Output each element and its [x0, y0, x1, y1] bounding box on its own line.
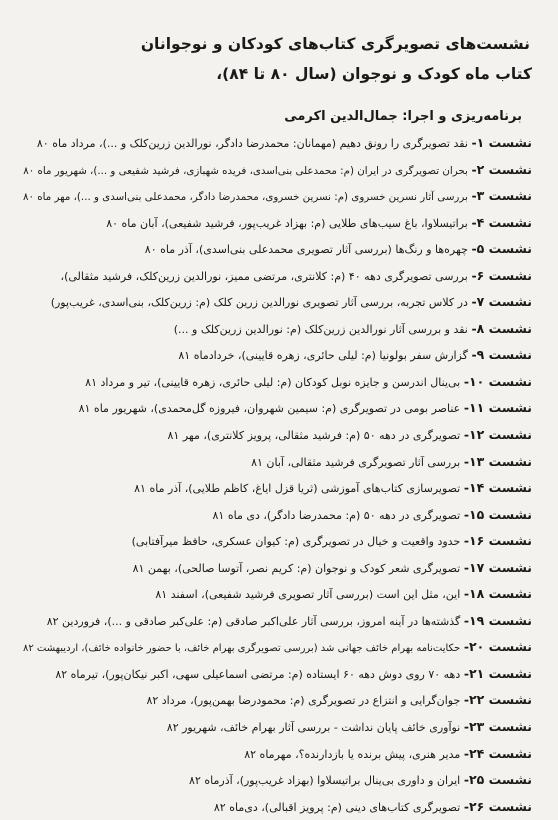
session-description: تصویرگری در دهه ۵۰ (م: محمدرضا دادگر)، دی ماه ۸۱	[212, 508, 461, 522]
session-description: حکایت‌نامه بهرام خائف جهانی شد (بررسی تصویرگری بهرام خائف، با حضور خانواده خائف)، اردیبهشت ۸۲	[22, 643, 461, 655]
session-description: گذشته‌ها در آینه امروز، بررسی آثار علی‌اکبر صادقی (م: علی‌کبر صادقی و ...)، فروردین ۸۲	[46, 614, 461, 628]
session-item	[22, 449, 532, 476]
session-item	[22, 289, 532, 316]
session-item	[22, 130, 532, 157]
session-number: نشست ۱۲-	[463, 427, 532, 443]
session-item	[22, 236, 532, 263]
session-number: نشست ۷-	[471, 294, 532, 310]
credit-line: برنامه‌ریزی و اجرا: جمال‌الدین اکرمی	[284, 109, 522, 124]
session-number: نشست ۱۹-	[463, 612, 532, 628]
session-description: نقد و بررسی آثار نورالدین زرین‌کلک (م: نورالدین زرین‌کلک و ...)	[173, 322, 468, 336]
session-item	[22, 714, 532, 741]
session-number: نشست ۲۴-	[463, 745, 532, 761]
session-description: براتیسلاوا، باغ سیب‌های طلایی (م: بهزاد غریب‌پور، فرشید شفیعی)، آبان ماه ۸۰	[106, 216, 468, 230]
session-description: مدیر هنری، پیش برنده یا بازدارنده؟، مهرماه ۸۲	[244, 747, 461, 761]
session-number: نشست ۱۸-	[463, 586, 532, 602]
session-number: نشست ۵-	[471, 241, 532, 257]
session-description: چهره‌ها و رنگ‌ها (بررسی آثار تصویری محمدعلی بنی‌اسدی)، آذر ماه ۸۰	[144, 243, 468, 257]
session-description: گزارش سفر بولونیا (م: لیلی حائری، زهره قایینی)، خردادماه ۸۱	[178, 349, 468, 363]
session-number: نشست ۲۲-	[463, 692, 532, 708]
session-item	[22, 210, 532, 237]
session-description: بررسی آثار تصویرگری فرشید مثقالی، آبان ۸۱	[251, 455, 461, 469]
session-item	[22, 342, 532, 369]
session-description: دهه ۷۰ روی دوش دهه ۶۰ ایستاده (م: مرتضی اسماعیلی سهی، اکبر نیکان‌پور)، تیرماه ۸۲	[55, 667, 461, 681]
session-description: حدود واقعیت و خیال در تصویرگری (م: کیوان عسکری، حافظ میرآفتابی)	[131, 535, 461, 549]
session-number: نشست ۱۴-	[463, 480, 532, 496]
session-list	[22, 130, 532, 820]
session-description: این، مثل این است (بررسی آثار تصویری فرشید شفیعی)، اسفند ۸۱	[155, 588, 461, 602]
session-item	[22, 395, 532, 422]
session-description: بررسی آثار نسرین خسروی (م: نسرین خسروی، محمدرضا دادگر، محمدعلی بنی‌اسدی و ...)، مهر ماه ۸۰	[22, 191, 468, 204]
session-item	[22, 183, 532, 210]
session-number: نشست ۱۱-	[463, 400, 532, 416]
session-description: عناصر بومی در تصویرگری (م: سیمین شهروان، فیروزه گل‌محمدی)، شهریور ماه ۸۱	[78, 402, 461, 416]
session-description: نوآوری خائف پایان نداشت - بررسی آثار بهرام خائف، شهریور ۸۲	[166, 721, 461, 735]
session-item	[22, 581, 532, 608]
session-item	[22, 608, 532, 635]
session-item	[22, 794, 532, 820]
session-number: نشست ۴-	[471, 214, 532, 230]
session-description: جوان‌گرایی و انتزاع در تصویرگری (م: محمودرضا بهمن‌پور)، مرداد ۸۲	[146, 694, 461, 708]
session-number: نشست ۱-	[471, 135, 532, 150]
session-number: نشست ۲۵-	[463, 772, 532, 788]
document-title: نشست‌های تصویرگری کتاب‌های کودکان و نوجوانان	[140, 35, 530, 53]
session-item	[22, 687, 532, 714]
session-item	[22, 369, 532, 396]
session-item	[22, 634, 532, 661]
session-number: نشست ۲۱-	[463, 665, 532, 681]
session-number: نشست ۳-	[471, 188, 532, 204]
session-description: تصویرگری کتاب‌های دینی (م: پرویز اقبالی)، دی‌ماه ۸۲	[213, 800, 461, 814]
session-item	[22, 263, 532, 290]
session-description: بی‌ینال اندرسن و جایزه نوبل کودکان (م: لیلی حائری، زهره قایینی)، تیر و مرداد ۸۱	[85, 375, 461, 389]
session-number: نشست ۱۰-	[463, 373, 532, 389]
session-number: نشست ۱۶-	[463, 533, 532, 549]
session-item	[22, 741, 532, 768]
session-number: نشست ۸-	[471, 320, 532, 336]
session-item	[22, 157, 532, 184]
session-description: تصویرگری شعر کودک و نوجوان (م: کریم نصر، آتوسا صالحی)، بهمن ۸۱	[132, 561, 461, 575]
document-subtitle: کتاب ماه کودک و نوجوان (سال ۸۰ تا ۸۴)،	[216, 65, 532, 83]
session-number: نشست ۲-	[471, 161, 532, 177]
session-description: تصویرگری در دهه ۵۰ (م: فرشید مثقالی، پرویز کلانتری)، مهر ۸۱	[167, 429, 461, 443]
session-item	[22, 661, 532, 688]
session-number: نشست ۹-	[471, 347, 532, 363]
session-number: نشست ۱۷-	[463, 559, 532, 575]
session-description: ایران و داوری بی‌ینال براتیسلاوا (بهزاد غریب‌پور)، آذرماه ۸۲	[189, 774, 461, 788]
session-number: نشست ۲۳-	[463, 719, 532, 735]
session-item	[22, 767, 532, 794]
session-number: نشست ۲۶-	[463, 798, 532, 814]
session-item	[22, 502, 532, 529]
session-item	[22, 422, 532, 449]
session-description: بررسی تصویرگری دهه ۴۰ (م: کلانتری، مرتضی ممیز، نورالدین زرین‌کلک، فرشید مثقالی)،	[60, 269, 468, 283]
session-number: نشست ۱۵-	[463, 506, 532, 522]
session-item	[22, 528, 532, 555]
session-number: نشست ۶-	[471, 267, 532, 283]
session-number: نشست ۱۳-	[463, 453, 532, 469]
session-description: بحران تصویرگری در ایران (م: محمدعلی بنی‌اسدی، فریده شهبازی، فرشید شفیعی و ...)، شهریور ماه ۸۰	[23, 164, 468, 177]
session-item	[22, 475, 532, 502]
session-item	[22, 555, 532, 582]
session-item	[22, 316, 532, 343]
session-description: در کلاس تجربه، بررسی آثار تصویری نورالدین زرین کلک (م: زرین‌کلک، بنی‌اسدی، غریب‌پور)	[50, 296, 468, 310]
session-description: تصویرسازی کتاب‌های آموزشی (ثریا قزل ایاغ، کاظم طلایی)، آذر ماه ۸۱	[134, 482, 461, 496]
session-description: نقد تصویرگری را رونق دهیم (مهمانان: محمدرضا دادگر، نورالدین زرین‌کلک و ...)، مرداد ماه ۸۰	[36, 137, 468, 150]
session-number: نشست ۲۰-	[463, 639, 532, 655]
